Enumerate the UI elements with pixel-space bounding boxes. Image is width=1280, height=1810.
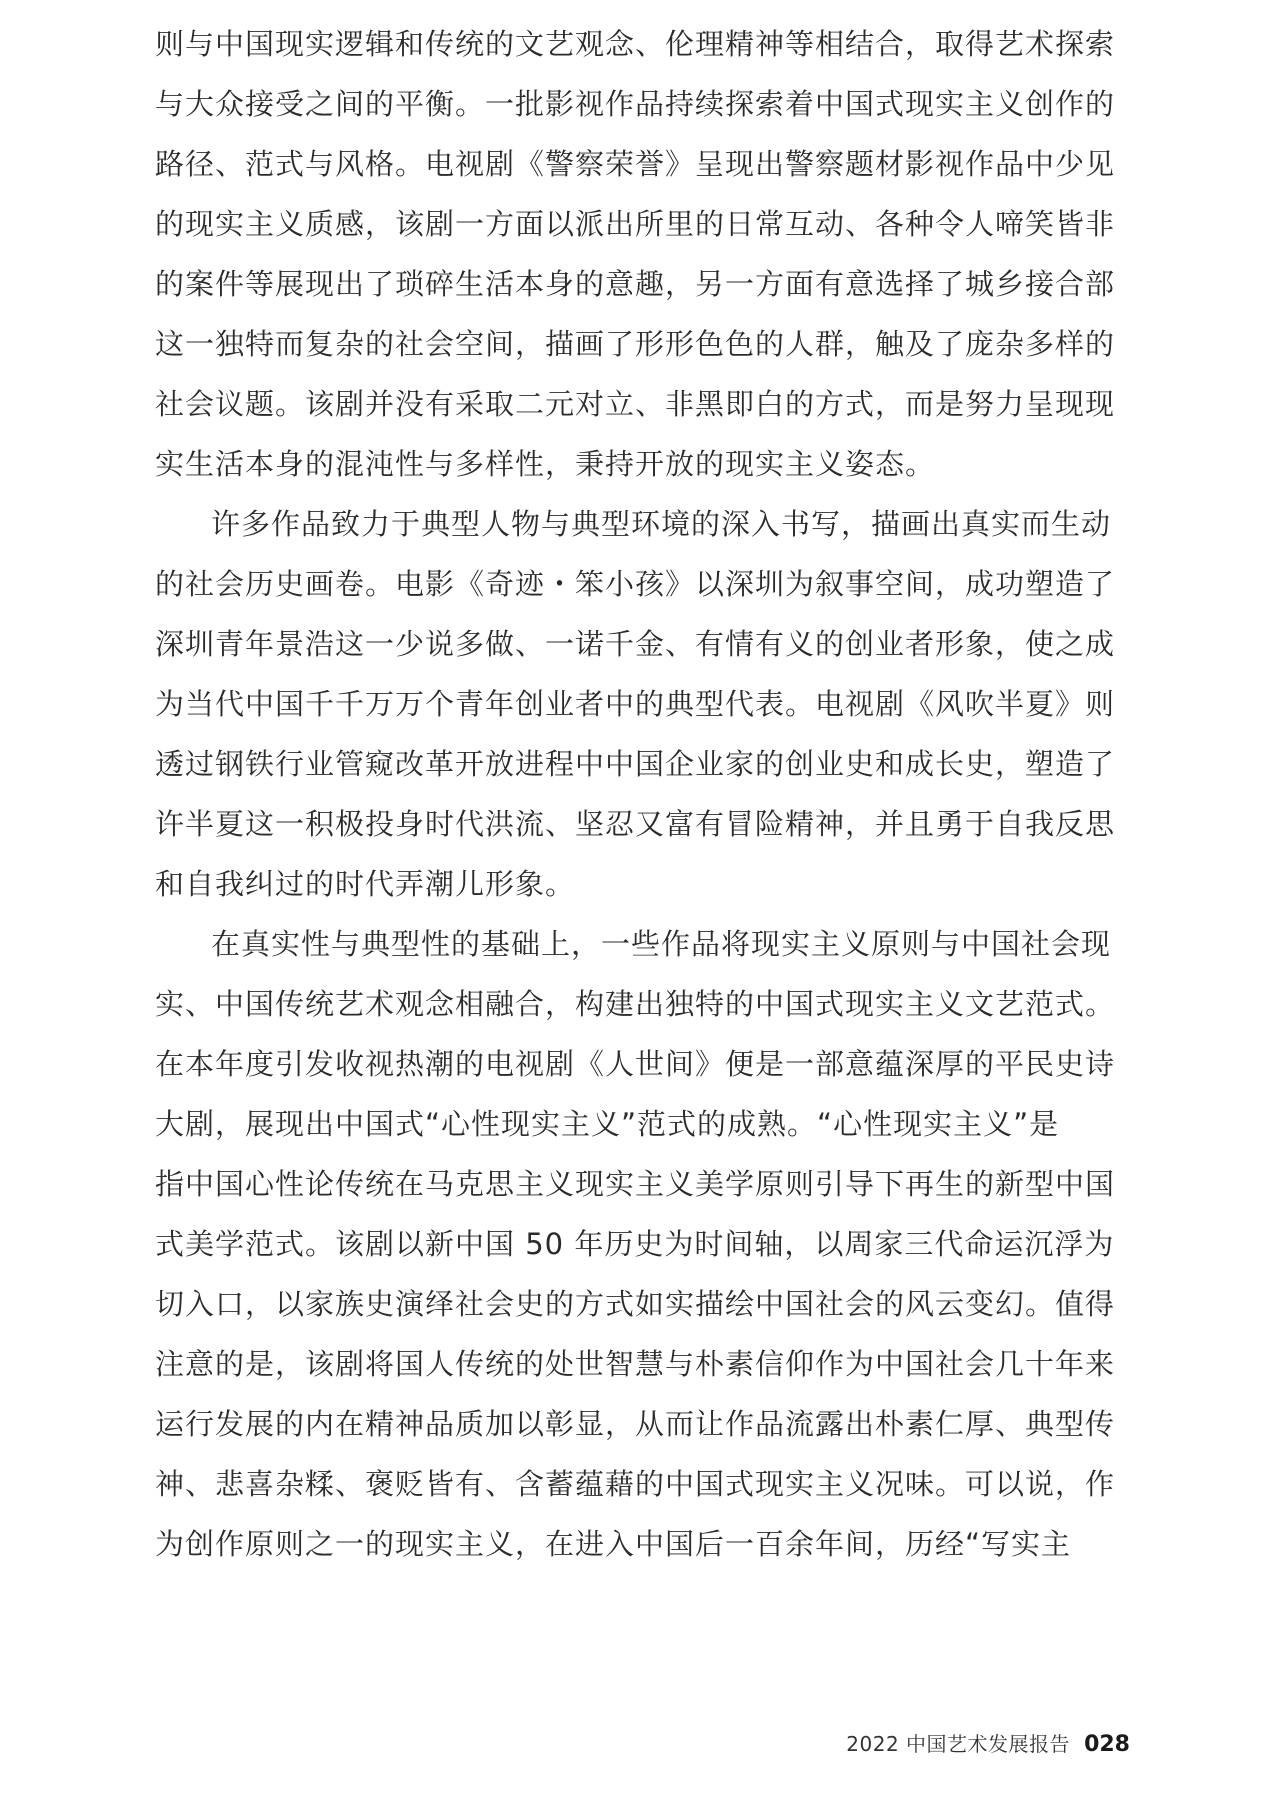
text-line: 注意的是，该剧将国人传统的处世智慧与朴素信仰作为中国社会几十年来	[155, 1347, 1116, 1381]
page-footer	[846, 1724, 1130, 1764]
paragraph-1	[155, 14, 1130, 494]
text-line: 社会议题。该剧并没有采取二元对立、非黑即白的方式，而是努力呈现现	[155, 387, 1116, 421]
text-line: 指中国心性论传统在马克思主义现实主义美学原则引导下再生的新型中国	[155, 1167, 1116, 1201]
text-line: 许半夏这一积极投身时代洪流、坚忍又富有冒险精神，并且勇于自我反思	[155, 807, 1116, 841]
text-line: 的社会历史画卷。电影《奇迹・笨小孩》以深圳为叙事空间，成功塑造了	[155, 567, 1116, 601]
text-line: 的现实主义质感，该剧一方面以派出所里的日常互动、各种令人啼笑皆非	[155, 207, 1116, 241]
page-body	[155, 14, 1130, 1574]
text-line: 神、悲喜杂糅、褒贬皆有、含蓄蕴藉的中国式现实主义况味。可以说，作	[155, 1467, 1116, 1501]
text-line: 深圳青年景浩这一少说多做、一诺千金、有情有义的创业者形象，使之成	[155, 627, 1116, 661]
text-line: 实、中国传统艺术观念相融合，构建出独特的中国式现实主义文艺范式。	[155, 987, 1116, 1021]
text-line: 的案件等展现出了琐碎生活本身的意趣，另一方面有意选择了城乡接合部	[155, 267, 1116, 301]
paragraph-3	[155, 914, 1130, 1574]
text-line: 这一独特而复杂的社会空间，描画了形形色色的人群，触及了庞杂多样的	[155, 327, 1116, 361]
text-line: 和自我纠过的时代弄潮儿形象。	[155, 867, 576, 901]
paragraph-2	[155, 494, 1130, 914]
text-line: 切入口，以家族史演绎社会史的方式如实描绘中国社会的风云变幻。值得	[155, 1287, 1116, 1321]
report-title: 2022 中国艺术发展报告	[846, 1732, 1071, 1756]
text-line: 运行发展的内在精神品质加以彰显，从而让作品流露出朴素仁厚、典型传	[155, 1407, 1116, 1441]
text-line: 在本年度引发收视热潮的电视剧《人世间》便是一部意蕴深厚的平民史诗	[155, 1047, 1116, 1081]
text-line: 路径、范式与风格。电视剧《警察荣誉》呈现出警察题材影视作品中少见	[155, 147, 1116, 181]
text-line: 为创作原则之一的现实主义，在进入中国后一百余年间，历经“写实主	[155, 1527, 1072, 1561]
page-number: 028	[1084, 1732, 1130, 1757]
text-line: 式美学范式。该剧以新中国 50 年历史为时间轴，以周家三代命运沉浮为	[155, 1227, 1115, 1261]
text-line: 与大众接受之间的平衡。一批影视作品持续探索着中国式现实主义创作的	[155, 87, 1116, 121]
text-line: 则与中国现实逻辑和传统的文艺观念、伦理精神等相结合，取得艺术探索	[155, 27, 1116, 61]
text-line: 透过钢铁行业管窥改革开放进程中中国企业家的创业史和成长史，塑造了	[155, 747, 1116, 781]
text-line: 实生活本身的混沌性与多样性，秉持开放的现实主义姿态。	[155, 447, 936, 481]
text-line: 许多作品致力于典型人物与典型环境的深入书写，描画出真实而生动	[211, 507, 1112, 541]
text-line: 大剧，展现出中国式“心性现实主义”范式的成熟。“心性现实主义”是	[155, 1107, 1060, 1141]
text-line: 在真实性与典型性的基础上，一些作品将现实主义原则与中国社会现	[211, 927, 1112, 961]
text-line: 为当代中国千千万万个青年创业者中的典型代表。电视剧《风吹半夏》则	[155, 687, 1116, 721]
